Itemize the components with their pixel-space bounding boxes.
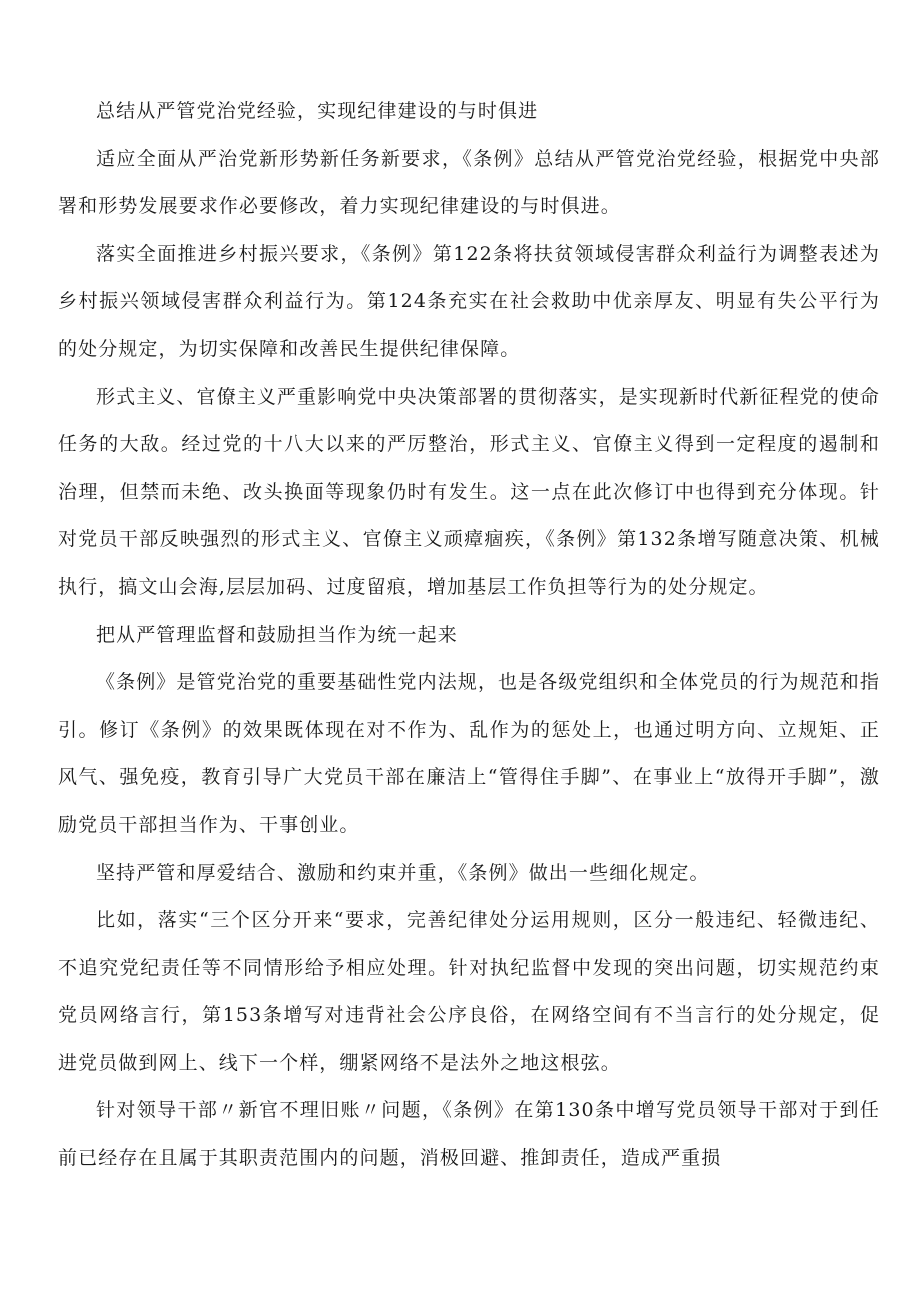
section-heading-discipline-progress: 总结从严管党治党经验，实现纪律建设的与时俱进 <box>96 100 539 122</box>
paragraph-example-three-distinctions: 比如，落实“三个区分开来“要求，完善纪律处分运用规则，区分一般违纪、轻微违纪、不追究党纪责任等不同情形给予相应处理。针对执纪监督中发现的突出问题，切实规范约束党员网络言行，第153条增写对违背社会公序良俗，在网络空间有不当言行的处分规定，促进党员做到网上、线下一个样，绷紧网络不是法外之地这根弦。 <box>58 909 880 1074</box>
paragraph-new-officials-old-accounts: 针对领导干部〃新官不理旧账〃问题，《条例》在第130条中增写党员领导干部对于到任前已经存在且属于其职责范围内的问题，消极回避、推卸责任，造成严重损 <box>58 1099 880 1170</box>
paragraph-adapt-requirements: 适应全面从严治党新形势新任务新要求，《条例》总结从严管党治党经验，根据党中央部署和形势发展要求作必要修改，着力实现纪律建设的与时俱进。 <box>58 147 880 218</box>
paragraph-regulation-role: 《条例》是管党治党的重要基础性党内法规，也是各级党组织和全体党员的行为规范和指引。修订《条例》的效果既体现在对不作为、乱作为的惩处上，也通过明方向、立规矩、正风气、强免疫，教育引导广大党员干部在廉洁上“管得住手脚”、在事业上“放得开手脚”，激励党员干部担当作为、干事创业。 <box>58 671 880 836</box>
paragraph-formalism-bureaucratism: 形式主义、官僚主义严重影响党中央决策部署的贯彻落实，是实现新时代新征程党的使命任务的大敌。经过党的十八大以来的严厉整治，形式主义、官僚主义得到一定程度的遏制和治理，但禁而未绝、改头换面等现象仍时有发生。这一点在此次修订中也得到充分体现。针对党员干部反映强烈的形式主义、官僚主义顽瘴痼疾，《条例》第132条增写随意决策、机械执行，搞文山会海,层层加码、过度留痕，增加基层工作负担等行为的处分规定。 <box>58 385 880 598</box>
section-heading-supervision-and-encouragement: 把从严管理监督和鼓励担当作为统一起来 <box>96 623 458 646</box>
paragraph-strict-and-caring: 坚持严管和厚爱结合、激励和约束并重，《条例》做出一些细化规定。 <box>96 861 710 884</box>
paragraph-rural-revitalization: 落实全面推进乡村振兴要求，《条例》第122条将扶贫领域侵害群众利益行为调整表述为乡村振兴领域侵害群众利益行为。第124条充实在社会救助中优亲厚友、明显有失公平行为的处分规定，为切实保障和改善民生提供纪律保障。 <box>58 242 880 360</box>
